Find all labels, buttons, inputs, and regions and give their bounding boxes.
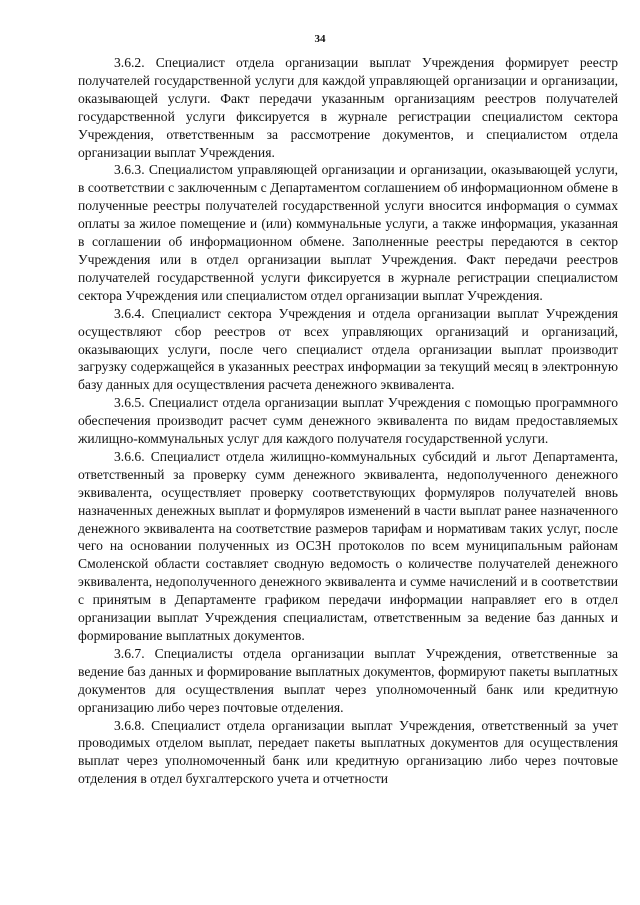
page-number: 34 — [314, 33, 326, 45]
paragraph-3-6-5: 3.6.5. Специалист отдела организации выплат Учреждения с помощью программного обеспечения производит расчет сумм денежного эквивалента по видам предоставляемых жилищно-коммунальных услуг для каждого получателя государственной услуги. — [78, 395, 618, 447]
paragraph-3-6-2: 3.6.2. Специалист отдела организации выплат Учреждения формирует реестр получателей государственной услуги для каждой управляющей организации и организации, оказывающей услуги. Факт передачи указанным организациям реестров получателей государственной услуги фиксируется в журнале регистрации специалистом сектора Учреждения, ответственным за рассмотрение документов, и специалистом отдела организации выплат Учреждения. — [78, 55, 618, 160]
document-body — [78, 54, 618, 788]
paragraph-3-6-6: 3.6.6. Специалист отдела жилищно-коммунальных субсидий и льгот Департамента, ответственный за проверку сумм денежного эквивалента, недополученного денежного эквивалента, осуществляет проверку соответствующих формуляров получателей вновь назначенных денежных выплат и формуляров изменений в части выплат ранее назначенного денежного эквивалента на соответствие размеров тарифам и нормативам таких услуг, после чего на основании полученных из ОСЗН протоколов по всем муниципальным районам Смоленской области составляет сводную ведомость о количестве получателей денежного эквивалента, недополученного денежного эквивалента и сумме начислений и в соответствии с принятым в Департаменте графиком передачи информации направляет его в отдел организации выплат Учреждения специалистам, ответственным за ведение баз данных и формирование выплатных документов. — [78, 448, 618, 643]
paragraph-3-6-8: 3.6.8. Специалист отдела организации выплат Учреждения, ответственный за учет проводимых отделом выплат, передает пакеты выплатных документов для осуществления выплат через уполномоченный банк или кредитную организацию либо через почтовые отделения в отдел бухгалтерского учета и отчетности — [78, 717, 618, 787]
paragraph-3-6-7: 3.6.7. Специалисты отдела организации выплат Учреждения, ответственные за ведение баз данных и формирование выплатных документов, формируют пакеты выплатных документов для осуществления выплат через уполномоченный банк или кредитную организацию либо через почтовые отделения. — [78, 645, 618, 715]
paragraph-3-6-4: 3.6.4. Специалист сектора Учреждения и отдела организации выплат Учреждения осуществляют сбор реестров от всех управляющих организаций и организаций, оказывающих услуги, после чего специалист отдела организации выплат производит загрузку содержащейся в указанных реестрах информации за текущий месяц в электронную базу данных для осуществления расчета денежного эквивалента. — [78, 305, 618, 393]
paragraph-3-6-3: 3.6.3. Специалистом управляющей организации и организации, оказывающей услуги, в соответствии с заключенным с Департаментом соглашением об информационном обмене в полученные реестры получателей государственной услуги вносится информация о суммах оплаты за жилое помещение и (или) коммунальные услуги, а также информация, указанная в соглашении об информационном обмене. Заполненные реестры передаются в сектор Учреждения или в отдел организации выплат Учреждения. Факт передачи реестров получателей государственной услуги фиксируется в журнале регистрации специалистом сектора Учреждения или специалистом отдел организации выплат Учреждения. — [78, 162, 618, 303]
